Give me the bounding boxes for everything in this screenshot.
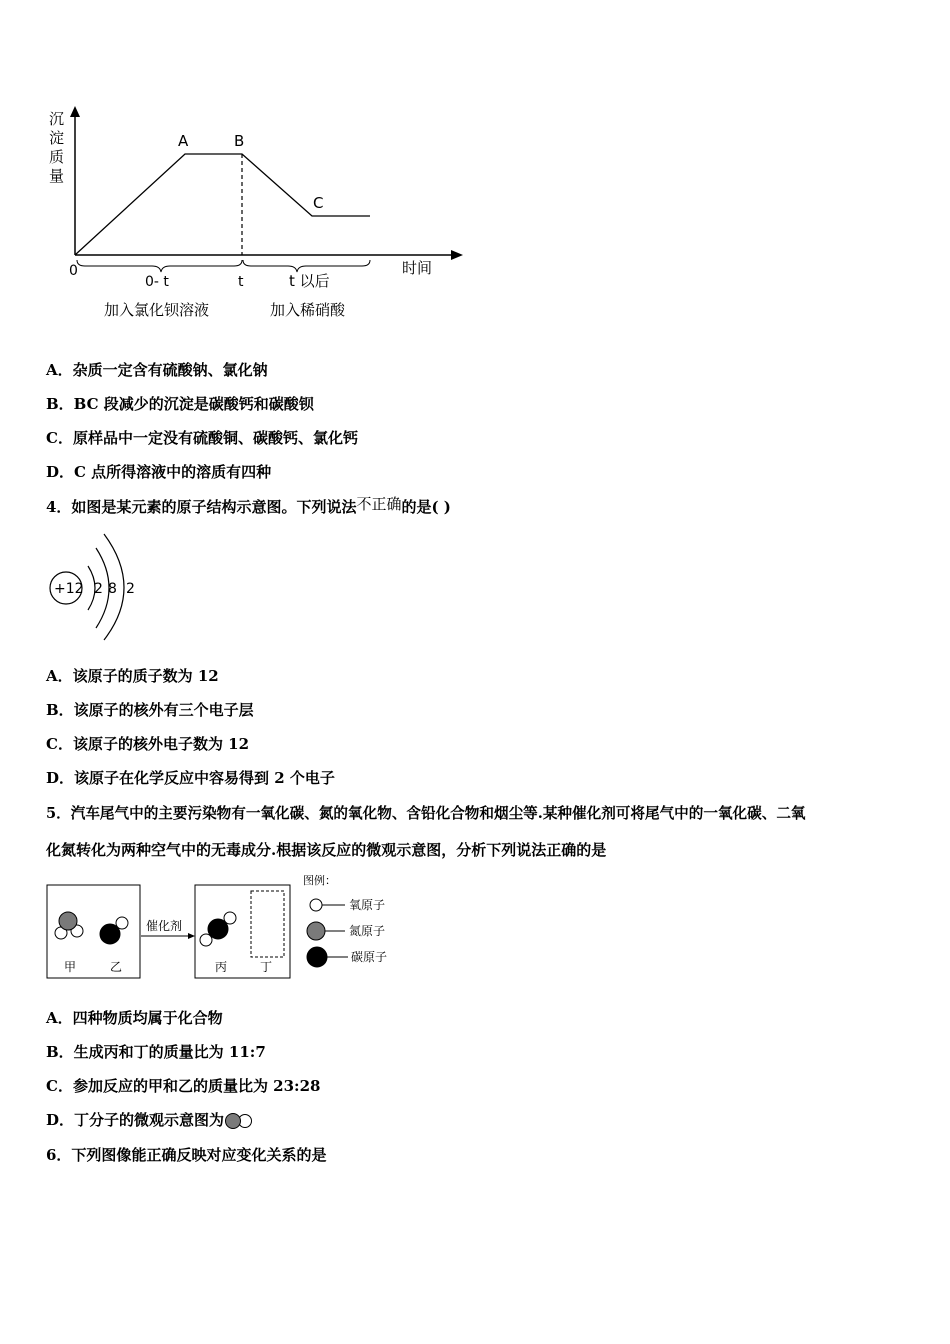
precipitate-graph xyxy=(40,100,480,330)
label-ding: 丁 xyxy=(260,960,273,974)
q4-option-a: A．该原子的质子数为 12 xyxy=(46,667,219,685)
q4-option-b: B．该原子的核外有三个电子层 xyxy=(46,701,254,719)
label-yi: 乙 xyxy=(110,960,123,974)
q5-option-c: C．参加反应的甲和乙的质量比为 23:28 xyxy=(46,1077,321,1095)
label-jia: 甲 xyxy=(64,960,77,974)
legend-oxygen-icon xyxy=(310,899,322,911)
q3-option-c: C．原样品中一定没有硫酸铜、碳酸钙、氯化钙 xyxy=(46,429,358,447)
jia-nitrogen-atom xyxy=(59,912,77,930)
legend-nitrogen-icon xyxy=(307,922,325,940)
q3-option-a: A．杂质一定含有硫酸钠、氯化钠 xyxy=(46,361,268,379)
q4-option-c: C．该原子的核外电子数为 12 xyxy=(46,735,250,753)
origin-label: 0 xyxy=(69,263,78,279)
x-axis-label: 时间 xyxy=(402,259,433,277)
legend-carbon-icon xyxy=(307,947,327,967)
q5-stem-line2: 化氮转化为两种空气中的无毒成分.根据该反应的微观示意图，分析下列说法正确的是 xyxy=(46,841,607,859)
label-bing: 丙 xyxy=(215,960,228,974)
q4-stem-post: 的是( ) xyxy=(401,498,451,516)
q5-option-b: B．生成丙和丁的质量比为 11:7 xyxy=(46,1043,266,1061)
ding-molecule-icon xyxy=(224,1112,254,1130)
atom-structure-diagram xyxy=(46,530,156,645)
tick-after-label: t 以后 xyxy=(289,272,330,290)
bing-carbon-atom xyxy=(208,919,228,939)
point-c-label: C xyxy=(313,194,324,212)
q4-stem-pre: 4．如图是某元素的原子结构示意图。下列说法 xyxy=(46,498,357,516)
catalyst-label: 催化剂 xyxy=(146,919,183,933)
brace-phase1 xyxy=(77,260,242,272)
reaction-arrow-head xyxy=(188,933,195,939)
y-label-char-2: 淀 xyxy=(49,129,65,147)
nucleus-charge: +12 xyxy=(54,581,84,597)
y-axis-arrow xyxy=(70,106,80,117)
legend-oxygen-label: 氧原子 xyxy=(349,898,386,912)
q5-option-d xyxy=(46,1110,254,1130)
q3-option-d: D．C 点所得溶液中的溶质有四种 xyxy=(46,463,272,481)
legend-carbon-label: 碳原子 xyxy=(351,950,388,964)
reaction-micro-diagram xyxy=(46,870,406,982)
q5-option-d-text: D．丁分子的微观示意图为 xyxy=(46,1111,225,1129)
y-label-char-1: 沉 xyxy=(49,110,65,128)
mass-curve xyxy=(75,154,370,255)
phase2-label: 加入稀硝酸 xyxy=(270,301,346,319)
phase1-label: 加入氯化钡溶液 xyxy=(104,301,210,319)
q4-option-d: D．该原子在化学反应中容易得到 2 个电子 xyxy=(46,769,335,787)
q6-stem: 6．下列图像能正确反映对应变化关系的是 xyxy=(46,1146,327,1164)
shell-3-electrons: 2 xyxy=(126,581,135,597)
tick-0t-label: 0- t xyxy=(145,274,169,290)
shell-2-electrons: 8 xyxy=(108,581,117,597)
q4-stem xyxy=(46,497,451,517)
yi-carbon-atom xyxy=(100,924,120,944)
brace-phase2 xyxy=(243,260,370,272)
y-label-char-3: 质 xyxy=(49,148,65,166)
point-b-label: B xyxy=(234,132,245,150)
legend-nitrogen-label: 氮原子 xyxy=(349,924,386,938)
ding-icon-nitrogen xyxy=(226,1114,241,1129)
y-label-char-4: 量 xyxy=(49,167,65,185)
q3-option-b: B．BC 段减少的沉淀是碳酸钙和碳酸钡 xyxy=(46,395,314,413)
q4-stem-raised: 不正确 xyxy=(356,495,402,513)
legend-title: 图例： xyxy=(303,874,336,887)
point-a-label: A xyxy=(178,132,189,150)
q5-stem-line1: 5．汽车尾气中的主要污染物有一氧化碳、氮的氧化物、含铅化合物和烟尘等.某种催化剂可将尾气中的一氧化碳、二氧 xyxy=(46,805,806,822)
tick-t-label: t xyxy=(238,274,244,290)
shell-1-electrons: 2 xyxy=(94,581,103,597)
q5-option-a: A．四种物质均属于化合物 xyxy=(46,1009,223,1027)
x-axis-arrow xyxy=(451,250,463,260)
